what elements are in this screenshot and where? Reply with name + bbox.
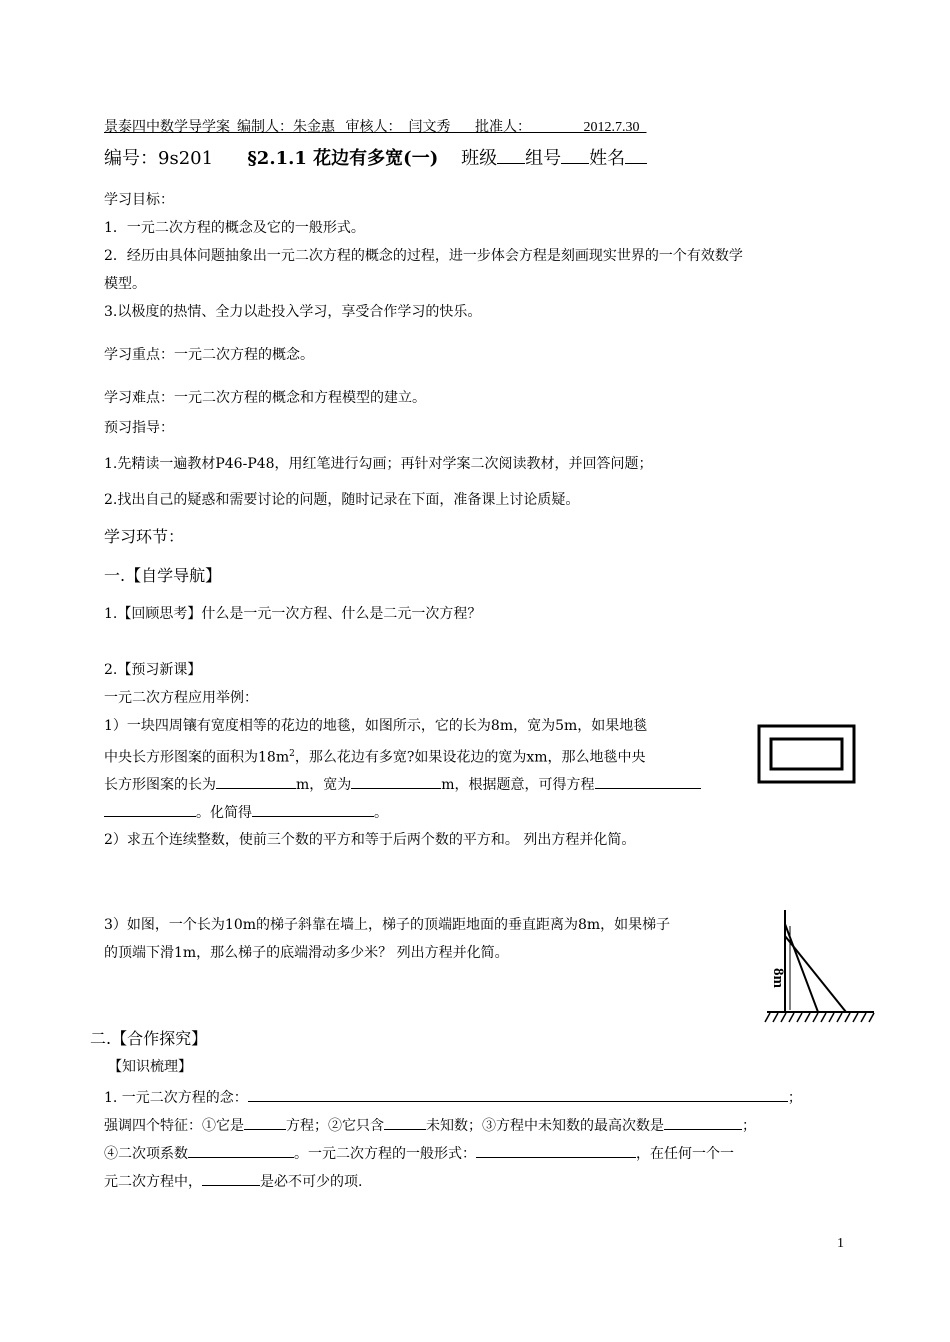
part2-heading: 二.【合作探究】	[90, 1029, 208, 1048]
example1-line4	[104, 800, 388, 823]
section-label: 学习环节：	[104, 527, 185, 546]
equation-type-blank[interactable]	[244, 1113, 286, 1130]
width-blank[interactable]	[351, 772, 441, 789]
concept-end: ；	[787, 1090, 802, 1106]
example1-line3	[104, 772, 701, 795]
preview-heading: 2.【预习新课】	[104, 662, 202, 678]
objective-item: 1．一元二次方程的概念及它的一般形式。	[104, 220, 365, 236]
header-school: 景泰四中数学导学案	[104, 120, 230, 135]
header-approver-label: 批准人：	[475, 120, 531, 135]
title-line	[104, 147, 647, 171]
example1-line2	[104, 744, 646, 768]
degree-blank[interactable]	[664, 1113, 742, 1130]
example1-area-text: 中央长方形图案的面积为18m	[104, 749, 290, 766]
example1-simplify-label: 。化简得	[196, 805, 252, 821]
difficulty: 学习难点：一元二次方程的概念和方程模型的建立。	[104, 390, 426, 406]
example1-question: ，那么花边有多宽?如果设花边的宽为xm，那么地毯中央	[294, 749, 646, 766]
guide-heading: 预习指导：	[104, 420, 174, 436]
page-number: 1	[837, 1236, 844, 1251]
objectives-heading: 学习目标：	[104, 192, 174, 208]
header-line	[104, 118, 647, 138]
carpet-diagram	[757, 724, 856, 784]
unknown-count-blank[interactable]	[384, 1113, 426, 1130]
header-reviewer-label: 审核人：	[345, 120, 402, 135]
example1-length-label: 长方形图案的长为	[104, 777, 216, 793]
features-line	[104, 1113, 756, 1136]
guide-item: 1.先精读一遍教材P46-P48，用红笔进行勾画；再针对学案二次阅读教材，并回答问题；	[104, 456, 653, 472]
example2: 2）求五个连续整数，使前三个数的平方和等于后两个数的平方和。 列出方程并化简。	[104, 832, 636, 848]
carpet-outer-rect	[759, 726, 854, 782]
example1-period: 。	[374, 805, 388, 821]
class-blank[interactable]	[497, 147, 525, 164]
example1-width-label: m，宽为	[296, 777, 352, 793]
coefficient-label: ④二次项系数	[104, 1146, 188, 1162]
general-form-end: ，在任何一个一	[636, 1146, 734, 1162]
ladder-diagram	[764, 906, 876, 1024]
example1-superscript: 2	[289, 749, 295, 759]
general-form-label: 。一元二次方程的一般形式：	[294, 1146, 476, 1162]
objective-item: 3.以极度的热情、全力以赴投入学习，享受合作学习的快乐。	[104, 304, 482, 320]
features-unknown-label: 方程；②它只含	[286, 1118, 384, 1134]
part1-heading: 一.【自学导航】	[104, 566, 222, 585]
equation-blank-continued[interactable]	[104, 800, 196, 817]
objective-item: 模型。	[104, 276, 146, 292]
header-reviewer: 闫文秀	[408, 120, 451, 135]
code-label: 编号：9s201	[104, 148, 214, 169]
length-blank[interactable]	[216, 772, 296, 789]
class-label: 班级	[461, 148, 498, 169]
example3-line1: 3）如图，一个长为10m的梯子斜靠在墙上，梯子的顶端距地面的垂直距离为8m，如果梯子	[104, 917, 671, 933]
concept-label: 1. 一元二次方程的念：	[104, 1090, 248, 1106]
features-end: ；	[742, 1118, 756, 1134]
example3-line2: 的顶端下滑1m，那么梯子的底端滑动多少米？ 列出方程并化简。	[104, 945, 509, 961]
required-term-line	[104, 1169, 362, 1192]
part2-subheading: 【知识梳理】	[108, 1059, 192, 1075]
coefficient-blank[interactable]	[188, 1141, 294, 1158]
example1-line1: 1）一块四周镶有宽度相等的花边的地毯，如图所示，它的长为8m，宽为5m，如果地毯	[104, 718, 648, 734]
concept-blank[interactable]	[248, 1085, 788, 1102]
features-degree-label: 未知数；③方程中未知数的最高次数是	[426, 1118, 664, 1134]
review-question: 1.【回顾思考】什么是一元一次方程、什么是二元一次方程？	[104, 606, 482, 622]
header-date: 2012.7.30	[583, 120, 640, 135]
examples-heading: 一元二次方程应用举例：	[104, 690, 258, 706]
concept-line	[104, 1085, 802, 1108]
carpet-inner-rect	[771, 739, 842, 769]
ladder-after-line	[785, 936, 846, 1012]
ground-hatching	[765, 1013, 874, 1022]
general-form-blank[interactable]	[476, 1141, 636, 1158]
key-point: 学习重点：一元二次方程的概念。	[104, 347, 314, 363]
simplify-blank[interactable]	[252, 800, 374, 817]
guide-item: 2.找出自己的疑惑和需要讨论的问题，随时记录在下面，准备课上讨论质疑。	[104, 492, 580, 508]
group-label: 组号	[525, 148, 562, 169]
lesson-title: §2.1.1 花边有多宽(一)	[247, 148, 439, 169]
required-term-blank[interactable]	[202, 1169, 260, 1186]
features-label: 强调四个特征：①它是	[104, 1118, 244, 1134]
group-blank[interactable]	[561, 147, 589, 164]
ladder-height-label: 8m	[770, 968, 786, 988]
general-form-line	[104, 1141, 734, 1164]
equation-blank[interactable]	[595, 772, 701, 789]
name-label: 姓名	[589, 148, 626, 169]
required-term-end: 是必不可少的项.	[260, 1174, 363, 1190]
name-blank[interactable]	[625, 147, 647, 164]
required-term-label: 元二次方程中，	[104, 1174, 202, 1190]
header-editor: 编制人：朱金惠	[237, 120, 335, 135]
objective-item: 2．经历由具体问题抽象出一元二次方程的概念的过程，进一步体会方程是刻画现实世界的一个有效数学	[104, 248, 743, 264]
example1-equation-label: m，根据题意，可得方程	[441, 777, 595, 793]
